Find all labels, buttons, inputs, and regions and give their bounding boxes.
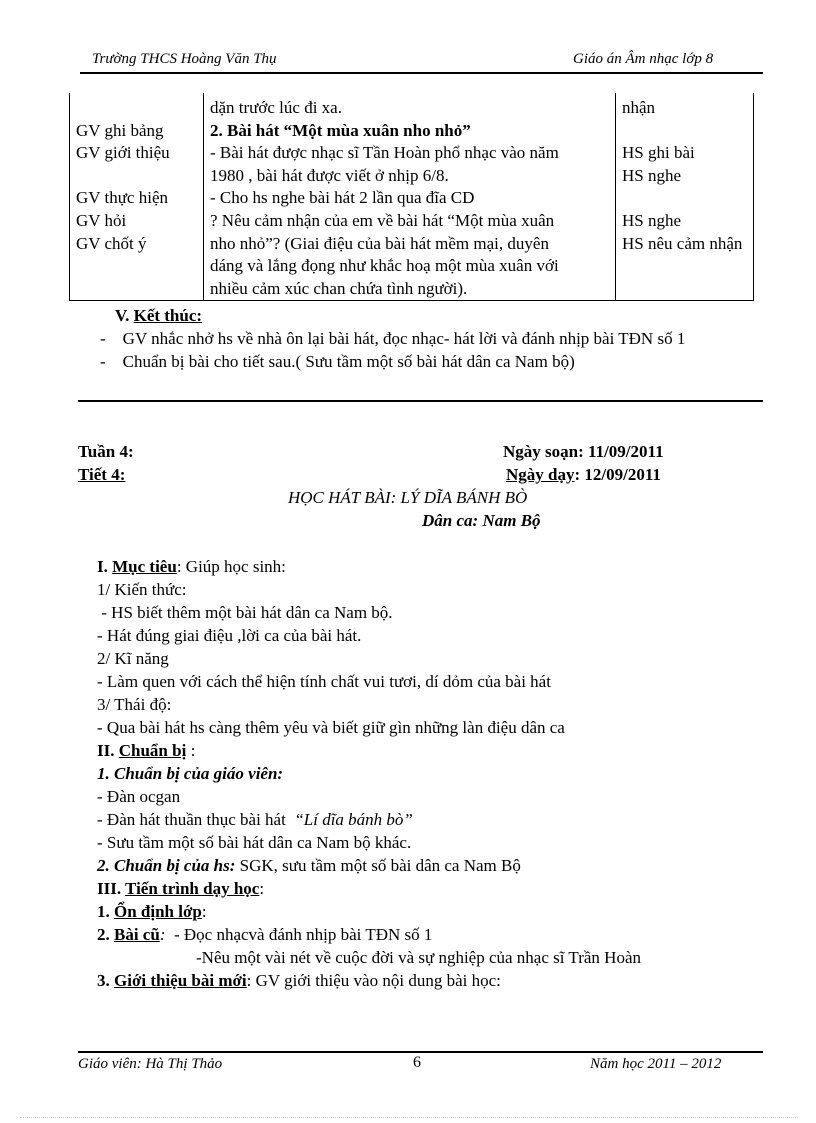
step-review-line: -Nêu một vài nét về cuộc đời và sự nghiệp của nhạc sĩ Trần Hoàn	[196, 948, 641, 967]
objective-line: 2/ Kĩ năng	[97, 649, 169, 668]
table-cell-line: - Cho hs nghe bài hát 2 lần qua đĩa CD	[210, 188, 475, 208]
objective-line: 3/ Thái độ:	[97, 695, 172, 714]
table-cell-line: ? Nêu cảm nhận của em về bài hát “Một mùa xuân	[210, 210, 555, 230]
prep-item: - Đàn ocgan	[97, 787, 181, 806]
prep-item: - Đàn hát thuần thục bài hát “Lí dĩa bánh bò”	[97, 810, 413, 829]
teacher-prep-heading: 1. Chuẩn bị của giáo viên:	[97, 764, 284, 783]
table-cell-line: GV ghi bảng	[76, 120, 164, 140]
table-cell-line: GV thực hiện	[76, 188, 168, 208]
period-label: Tiết 4:	[78, 465, 126, 484]
table-cell-line: dặn trước lúc đi xa.	[210, 98, 342, 117]
closing-heading: V. Kết thúc:	[115, 306, 203, 325]
prep-heading: II. Chuẩn bị :	[97, 741, 196, 760]
table-col-content	[204, 93, 616, 301]
objective-line: - Làm quen với cách thể hiện tính chất vui tươi, dí dỏm của bài hát	[97, 672, 551, 691]
date-prepared: Ngày soạn: 11/09/2011	[503, 442, 664, 461]
step-introduce: 3. Giới thiệu bài mới: GV giới thiệu vào nội dung bài học:	[97, 971, 501, 990]
table-cell-line: 2. Bài hát “Một mùa xuân nho nhỏ”	[210, 120, 471, 140]
footer-rule	[78, 1051, 763, 1053]
date-taught: Ngày dạy: 12/09/2011	[506, 465, 661, 484]
table-cell-line	[76, 255, 203, 278]
step-stabilize: 1. Ổn định lớp:	[97, 902, 207, 921]
table-cell-line	[622, 255, 753, 278]
table-cell-line	[622, 278, 753, 301]
table-cell-line	[76, 165, 203, 188]
list-item: - GV nhắc nhở hs về nhà ôn lại bài hát, đọc nhạc- hát lời và đánh nhịp bài TĐN số 1	[100, 329, 686, 348]
footer-year: Năm học 2011 – 2012	[590, 1056, 722, 1072]
header-subject: Giáo án Âm nhạc lớp 8	[573, 51, 714, 67]
objective-line: - HS biết thêm một bài hát dân ca Nam bộ.	[97, 603, 393, 622]
objectives-heading: I. Mục tiêu: Giúp học sinh:	[97, 557, 286, 576]
objective-line: - Hát đúng giai điệu ,lời ca của bài hát.	[97, 626, 362, 645]
table-cell-line	[76, 97, 203, 120]
page-number: 6	[413, 1054, 421, 1071]
table-cell-line: 1980 , bài hát được viết ở nhịp 6/8.	[210, 165, 449, 185]
table-cell-line: nho nhỏ”? (Giai điệu của bài hát mềm mại, duyên	[210, 233, 549, 253]
table-col-teacher	[70, 93, 204, 301]
lesson-subtitle: Dân ca: Nam Bộ	[422, 511, 541, 530]
header-rule	[80, 72, 763, 74]
page-edge	[20, 1117, 796, 1118]
header-school: Trường THCS Hoàng Văn Thụ	[92, 51, 277, 67]
table-cell-line	[622, 120, 753, 143]
student-prep: 2. Chuẩn bị của hs: SGK, sưu tầm một số bài dân ca Nam Bộ	[97, 856, 521, 875]
table-cell-line: nhiều cảm xúc chan chứa tình người).	[210, 278, 468, 298]
table-cell-line: HS nghe	[622, 165, 682, 185]
table-cell-line: dáng và lắng đọng như khắc hoạ một mùa xuân với	[210, 256, 559, 276]
table-cell-line: HS nêu cảm nhận	[622, 233, 743, 253]
lesson-title: HỌC HÁT BÀI: LÝ DĨA BÁNH BÒ	[288, 488, 528, 507]
table-cell-line: - Bài hát được nhạc sĩ Tần Hoàn phổ nhạc vào năm	[210, 143, 559, 163]
table-cell-line: GV chốt ý	[76, 233, 147, 253]
table-cell-line: GV giới thiệu	[76, 143, 170, 163]
section-divider	[78, 400, 763, 402]
table-cell-line: HS nghe	[622, 210, 682, 230]
process-heading: III. Tiến trình dạy học:	[97, 879, 265, 898]
step-review: 2. Bài cũ: - Đọc nhạcvà đánh nhịp bài TĐN số 1	[97, 925, 433, 944]
list-item: - Chuẩn bị bài cho tiết sau.( Sưu tầm một số bài hát dân ca Nam bộ)	[100, 352, 575, 371]
prep-item: - Sưu tầm một số bài hát dân ca Nam bộ khác.	[97, 833, 412, 852]
lesson-table	[69, 93, 754, 301]
week-label: Tuần 4:	[78, 442, 134, 461]
table-cell-line	[622, 187, 753, 210]
footer-teacher: Giáo viên: Hà Thị Thảo	[78, 1056, 223, 1072]
objective-line: - Qua bài hát hs càng thêm yêu và biết giữ gìn những làn điệu dân ca	[97, 718, 565, 737]
table-cell-line: GV hỏi	[76, 210, 127, 230]
table-cell-line	[76, 278, 203, 301]
table-cell-line: nhận	[622, 98, 656, 117]
table-col-student	[616, 93, 754, 301]
table-cell-line: HS ghi bài	[622, 143, 695, 163]
objective-line: 1/ Kiến thức:	[97, 580, 187, 599]
